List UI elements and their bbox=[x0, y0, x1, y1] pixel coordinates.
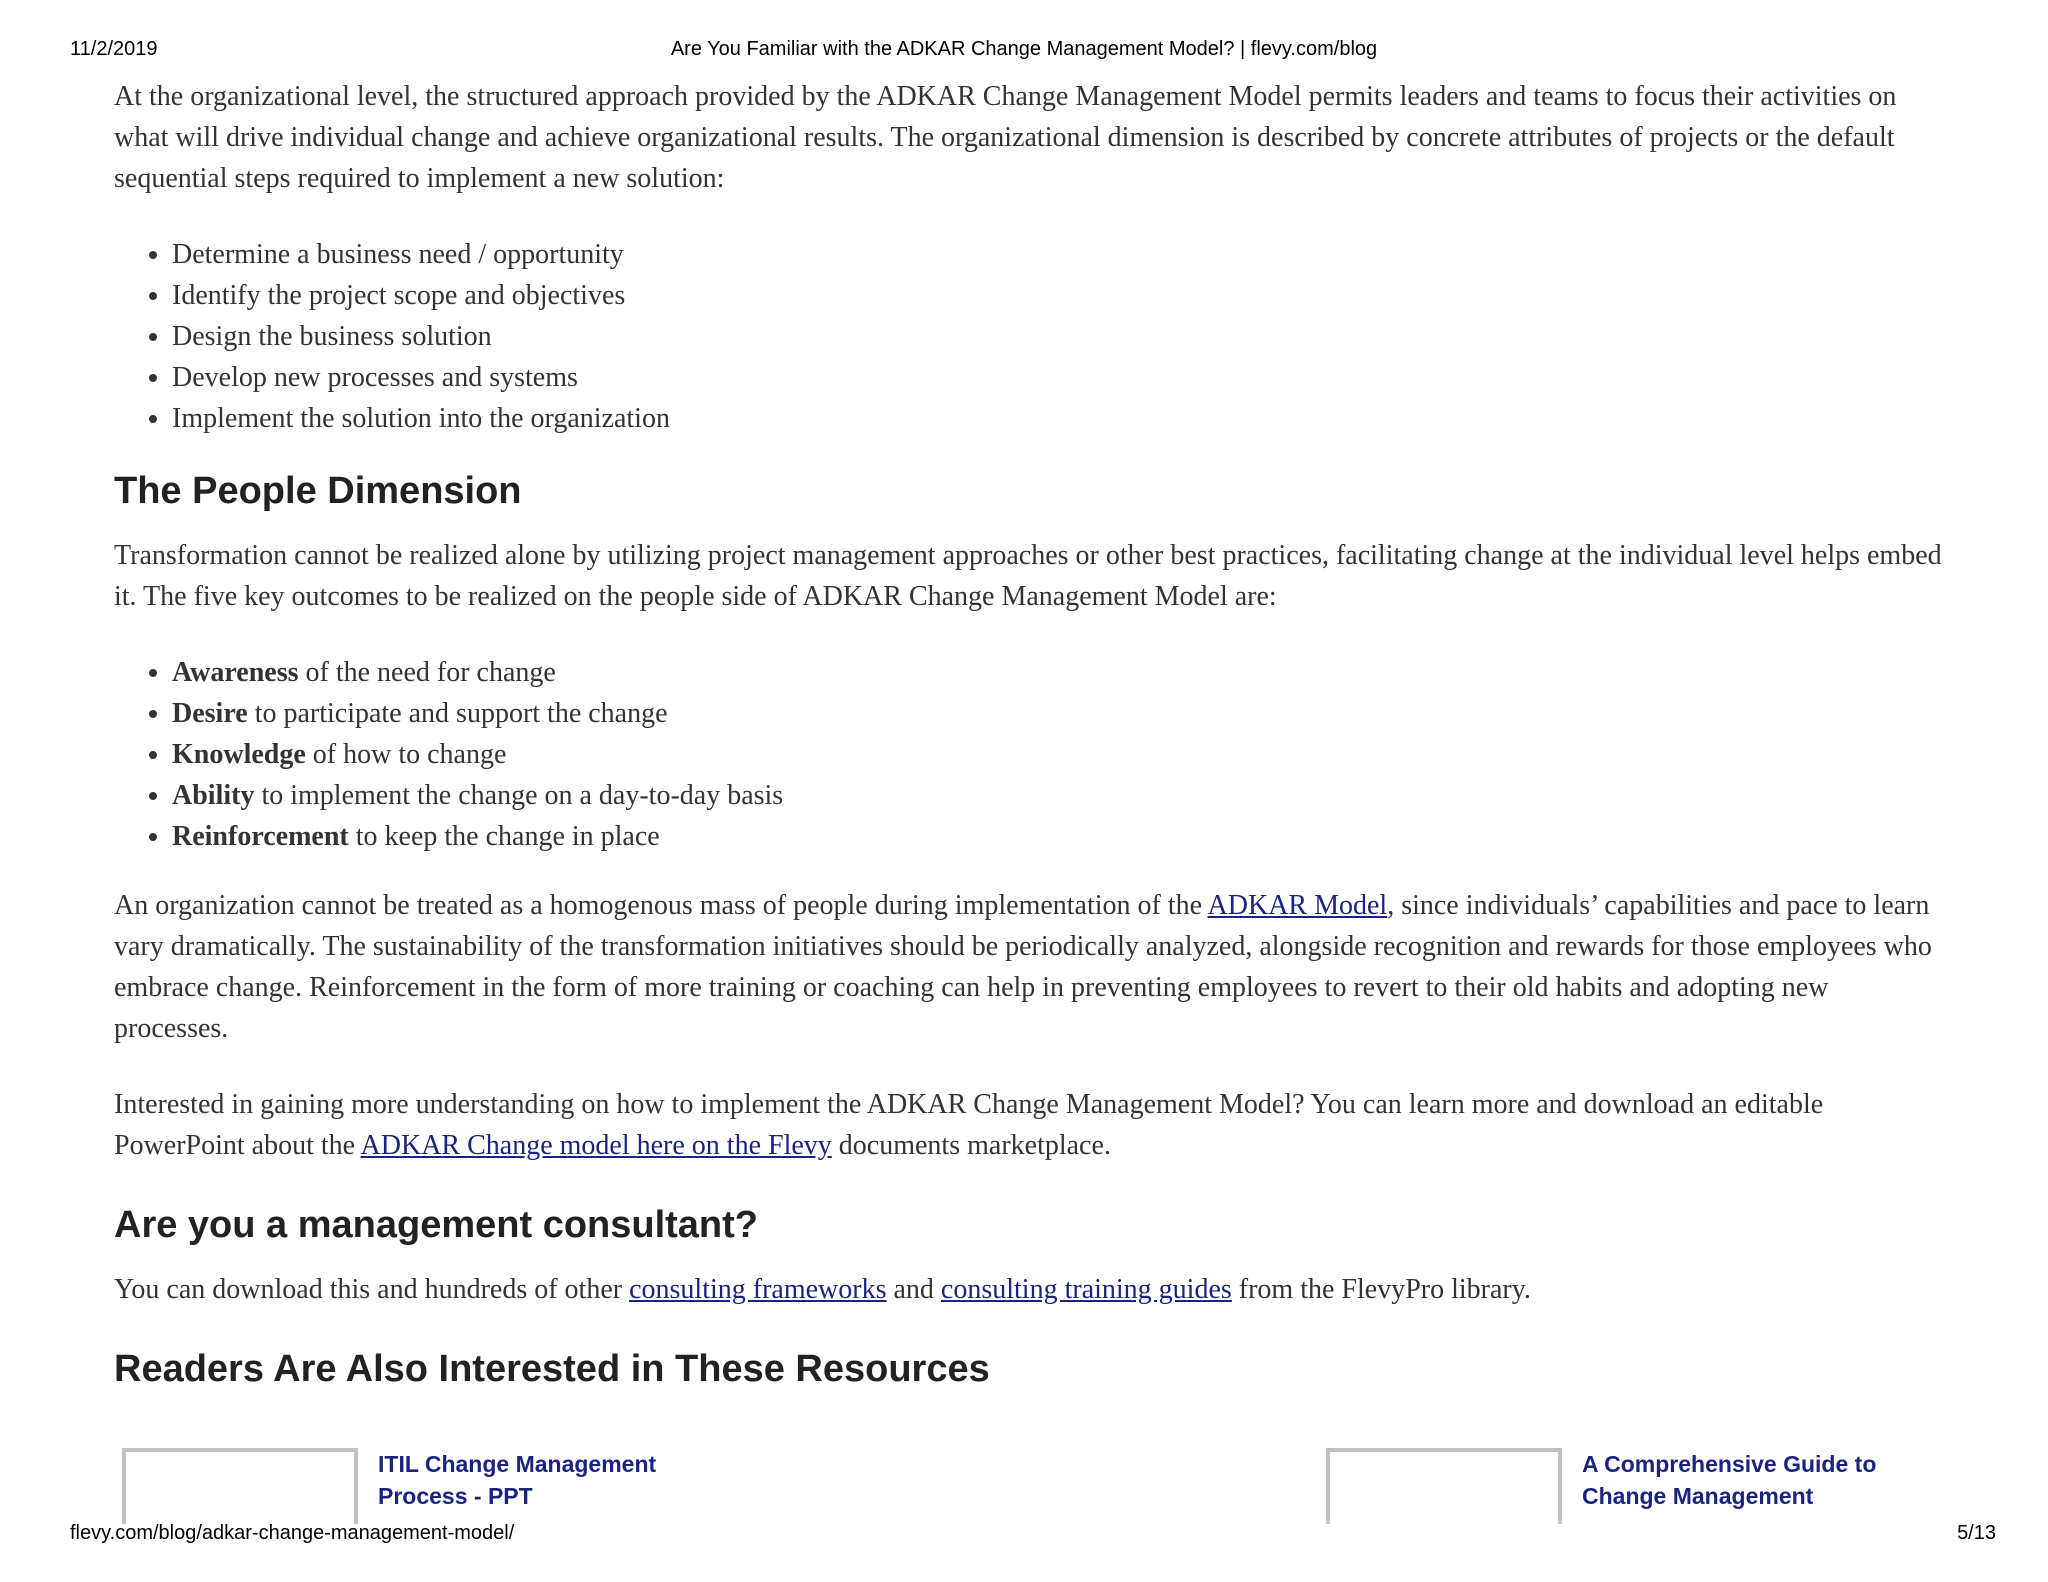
people-dimension-heading: The People Dimension bbox=[114, 470, 522, 512]
resources-heading: Readers Are Also Interested in These Resources bbox=[114, 1348, 990, 1390]
list-item: • Implement the solution into the organization bbox=[172, 398, 1944, 439]
paragraph-text: An organization cannot be treated as a homogenous mass of people during implementation of the bbox=[114, 890, 1208, 921]
outcome-term: Reinforcement bbox=[172, 821, 349, 852]
outcome-text: of how to change bbox=[305, 739, 507, 770]
list-item bbox=[172, 734, 1944, 775]
list-item bbox=[172, 652, 1944, 693]
print-title: Are You Familiar with the ADKAR Change Management Model? | flevy.com/blog bbox=[670, 38, 1378, 60]
outcome-term: Knowledge bbox=[172, 739, 306, 770]
homogenous-paragraph bbox=[114, 885, 1944, 1049]
list-item bbox=[172, 816, 1944, 857]
consulting-training-guides-link[interactable]: consulting training guides bbox=[940, 1274, 1232, 1305]
outcome-term: Awareness bbox=[172, 657, 299, 688]
consultant-paragraph bbox=[114, 1269, 1944, 1310]
paragraph-text: from the FlevyPro library. bbox=[1231, 1274, 1531, 1305]
paragraph-text: Interested in gaining more understanding on how to implement the ADKAR Change Management Model? You can learn more and download an editable PowerPoint about the bbox=[114, 1089, 1824, 1161]
print-date: 11/2/2019 bbox=[70, 38, 158, 60]
list-item: • Design the business solution bbox=[172, 316, 1944, 357]
org-steps-list bbox=[114, 234, 1944, 439]
article-body bbox=[114, 76, 1944, 1413]
list-item bbox=[172, 775, 1944, 816]
paragraph-text: and bbox=[886, 1274, 941, 1305]
intro-paragraph: At the organizational level, the structured approach provided by the ADKAR Change Management Model permits leaders and teams to focus their activities on what will drive individual change and achieve organizational results. The organizational dimension is described by concrete attributes of projects or the default sequential steps required to implement a new solution: bbox=[114, 81, 1897, 194]
page-number: 5/13 bbox=[1957, 1522, 1996, 1544]
resources-row bbox=[0, 1448, 2048, 1524]
print-footer bbox=[0, 1522, 2048, 1552]
outcome-text: of the need for change bbox=[298, 657, 556, 688]
consulting-frameworks-link[interactable]: consulting frameworks bbox=[629, 1274, 887, 1305]
print-url: flevy.com/blog/adkar-change-management-model/ bbox=[70, 1522, 515, 1544]
resource-title-link[interactable]: ITIL Change Management Process - PPT bbox=[378, 1451, 657, 1509]
outcome-term: Desire bbox=[172, 698, 248, 729]
resource-thumbnail[interactable] bbox=[1326, 1448, 1562, 1524]
paragraph-text: You can download this and hundreds of other bbox=[114, 1274, 630, 1305]
list-item: • Develop new processes and systems bbox=[172, 357, 1944, 398]
outcomes-list bbox=[114, 652, 1944, 857]
people-paragraph: Transformation cannot be realized alone by utilizing project management approaches or other best practices, facilitating change at the individual level helps embed it. The five key outcomes to be realized on the people side of ADKAR Change Management Model are: bbox=[114, 540, 1942, 612]
adkar-flevy-link[interactable]: ADKAR Change model here on the Flevy bbox=[360, 1130, 832, 1161]
list-item bbox=[172, 693, 1944, 734]
paragraph-text: documents marketplace. bbox=[831, 1130, 1111, 1161]
adkar-model-link[interactable]: ADKAR Model bbox=[1207, 890, 1388, 921]
outcome-text: to implement the change on a day-to-day basis bbox=[254, 780, 784, 811]
outcome-term: Ability bbox=[172, 780, 255, 811]
paragraph-text: , since individuals’ capabilities and pace to learn vary dramatically. The sustainability of the transformation initiatives should be periodically analyzed, alongside recognition and rewards for those employees who embrace change. Reinforcement in the form of more training or coaching can help in preventing employees to revert to their old habits and adopting new processes. bbox=[114, 890, 1932, 1044]
list-item: • Determine a business need / opportunity bbox=[172, 234, 1944, 275]
resource-thumbnail[interactable] bbox=[122, 1448, 358, 1524]
resource-title-link[interactable]: A Comprehensive Guide to Change Management bbox=[1582, 1451, 1877, 1509]
outcome-text: to participate and support the change bbox=[247, 698, 668, 729]
interested-paragraph bbox=[114, 1084, 1944, 1166]
list-item: • Identify the project scope and objectives bbox=[172, 275, 1944, 316]
consultant-heading: Are you a management consultant? bbox=[114, 1204, 759, 1246]
print-header bbox=[0, 38, 2048, 68]
outcome-text: to keep the change in place bbox=[348, 821, 660, 852]
